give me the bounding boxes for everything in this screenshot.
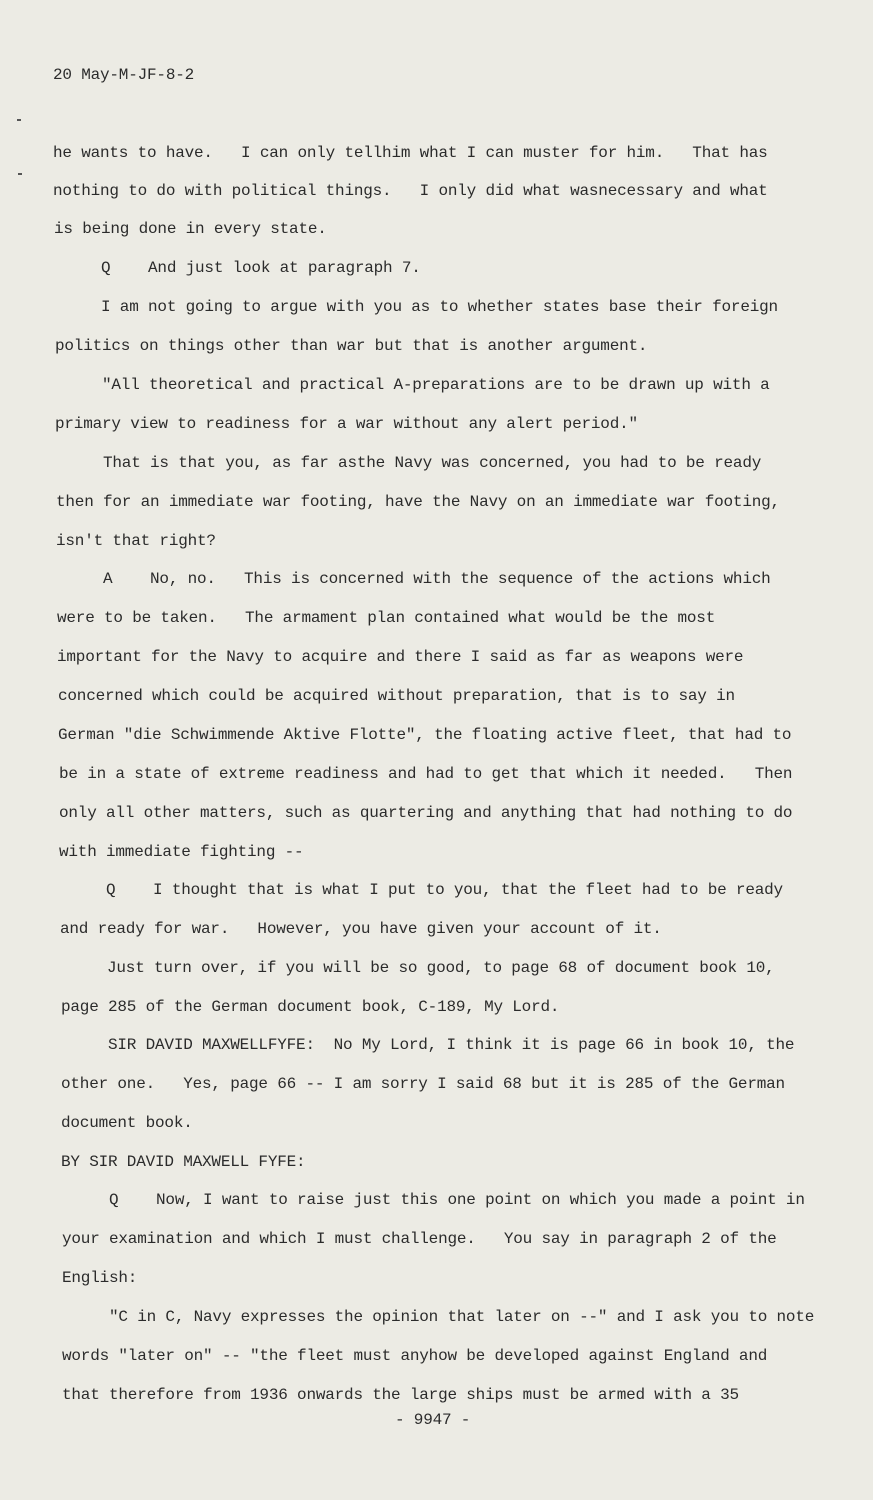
text-line: were to be taken. The armament plan contained what would be the most [57, 609, 716, 627]
text-line: document book. [61, 1114, 193, 1132]
text-line: and ready for war. However, you have given your account of it. [60, 920, 662, 938]
text-line: only all other matters, such as quartering and anything that had nothing to do [59, 804, 793, 822]
text-line: Q I thought that is what I put to you, that the fleet had to be ready [59, 881, 783, 899]
page-number: - 9947 - [395, 1411, 471, 1429]
text-line: that therefore from 1936 onwards the large ships must be armed with a 35 [62, 1386, 739, 1404]
text-line: English: [62, 1269, 138, 1287]
text-line: primary view to readiness for a war without any alert period." [55, 415, 638, 433]
text-line: words "later on" -- "the fleet must anyhow be developed against England and [62, 1347, 768, 1365]
text-line: with immediate fighting -- [59, 843, 304, 861]
text-line: German "die Schwimmende Aktive Flotte", the floating active fleet, that had to [58, 726, 792, 744]
text-line: your examination and which I must challenge. You say in paragraph 2 of the [62, 1230, 777, 1248]
text-line: concerned which could be acquired without preparation, that is to say in [58, 687, 735, 705]
text-line: be in a state of extreme readiness and had to get that which it needed. Then [59, 765, 793, 783]
text-line: Just turn over, if you will be so good, to page 68 of document book 10, [60, 959, 775, 977]
text-line: nothing to do with political things. I only did what wasnecessary and what [53, 182, 768, 200]
text-line: politics on things other than war but that is another argument. [55, 337, 648, 355]
text-line: That is that you, as far asthe Navy was concerned, you had to be ready [56, 454, 762, 472]
text-line: "All theoretical and practical A-preparations are to be drawn up with a [55, 376, 770, 394]
text-line: "C in C, Navy expresses the opinion that later on --" and I ask you to note [62, 1308, 815, 1326]
text-line: A No, no. This is concerned with the sequence of the actions which [56, 570, 771, 588]
text-line: isn't that right? [56, 532, 216, 550]
text-line: important for the Navy to acquire and there I said as far as weapons were [57, 648, 744, 666]
text-line: is being done in every state. [54, 220, 327, 238]
text-line: then for an immediate war footing, have the Navy on an immediate war footing, [56, 493, 780, 511]
text-line: SIR DAVID MAXWELLFYFE: No My Lord, I think it is page 66 in book 10, the [61, 1036, 795, 1054]
text-line: other one. Yes, page 66 -- I am sorry I said 68 but it is 285 of the German [61, 1075, 785, 1093]
text-line: I am not going to argue with you as to whether states base their foreign [54, 298, 778, 316]
text-line: page 285 of the German document book, C-189, My Lord. [61, 998, 560, 1016]
text-line: Q And just look at paragraph 7. [54, 259, 421, 277]
text-line: he wants to have. I can only tellhim what I can muster for him. That has [53, 144, 768, 162]
margin-mark [18, 173, 22, 175]
header-reference: 20 May-M-JF-8-2 [53, 66, 195, 84]
margin-mark [17, 119, 21, 121]
text-line: Q Now, I want to raise just this one point on which you made a point in [62, 1191, 805, 1209]
examiner-heading: BY SIR DAVID MAXWELL FYFE: [61, 1153, 306, 1171]
